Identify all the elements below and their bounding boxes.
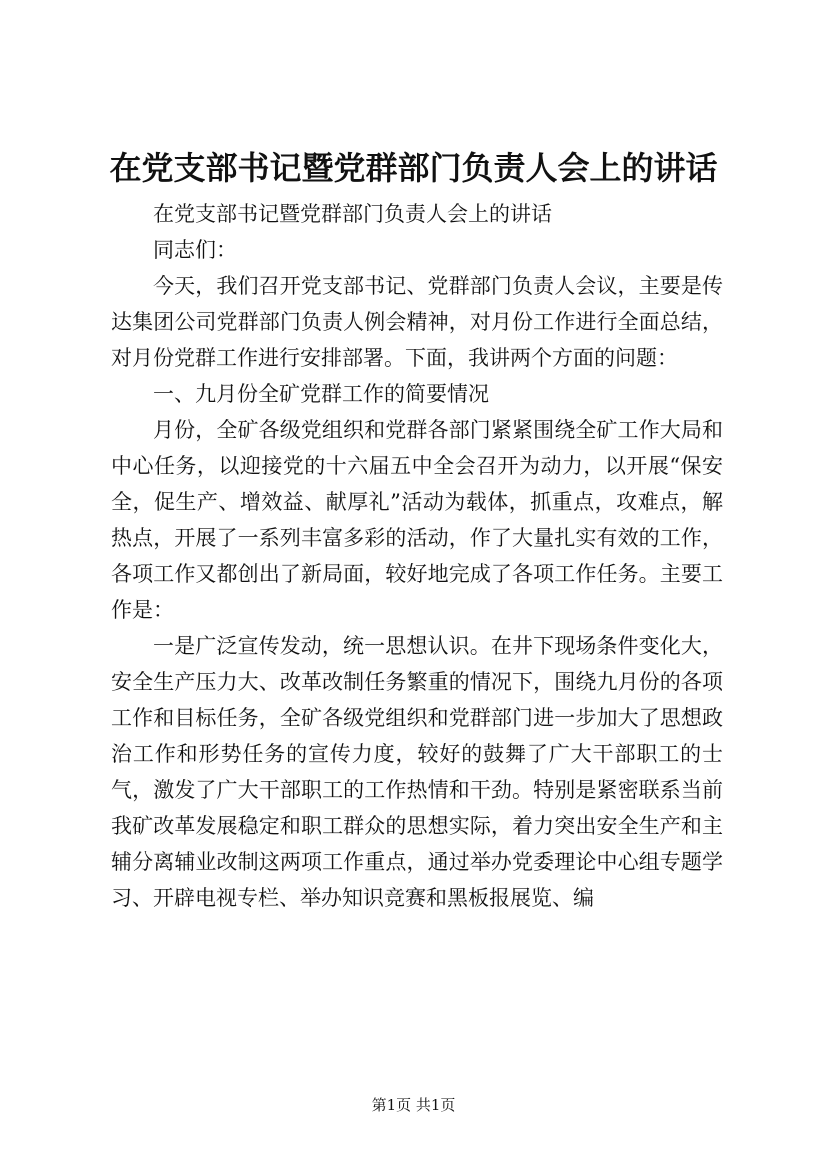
paragraph-subtitle: 在党支部书记暨党群部门负责人会上的讲话 (153, 202, 552, 226)
paragraph-salutation: 同志们： (153, 238, 237, 262)
document-body (111, 196, 723, 916)
paragraph-point-1: 一是广泛宣传发动，统一思想认识。在井下现场条件变化大，安全生产压力大、改革改制任务繁重的情况下，围绕九月份的各项工作和目标任务，全矿各级党组织和党群部门进一步加大了思想政治工作和形势任务的宣传力度，较好的鼓舞了广大干部职工的士气，激发了广大干部职工的工作热情和干劲。特别是紧密联系当前我矿改革发展稳定和职工群众的思想实际，着力突出安全生产和主辅分离辅业改制这两项工作重点，通过举办党委理论中心组专题学习、开辟电视专栏、举办知识竞赛和黑板报展览、编 (111, 634, 723, 910)
page-number-footer: 第1页 共1页 (371, 1096, 456, 1114)
paragraph-overview: 月份，全矿各级党组织和党群各部门紧紧围绕全矿工作大局和中心任务，以迎接党的十六届五中全会召开为动力，以开展“保安全，促生产、增效益、献厚礼”活动为载体，抓重点，攻难点，解热点，开展了一系列丰富多彩的活动，作了大量扎实有效的工作，各项工作又都创出了新局面，较好地完成了各项工作任务。主要工作是： (111, 418, 723, 622)
section-heading-1: 一、九月份全矿党群工作的简要情况 (153, 382, 489, 406)
document-title: 在党支部书记暨党群部门负责人会上的讲话 (109, 149, 718, 187)
paragraph-intro: 今天，我们召开党支部书记、党群部门负责人会议，主要是传达集团公司党群部门负责人例会精神，对月份工作进行全面总结，对月份党群工作进行安排部署。下面，我讲两个方面的问题： (111, 274, 723, 370)
